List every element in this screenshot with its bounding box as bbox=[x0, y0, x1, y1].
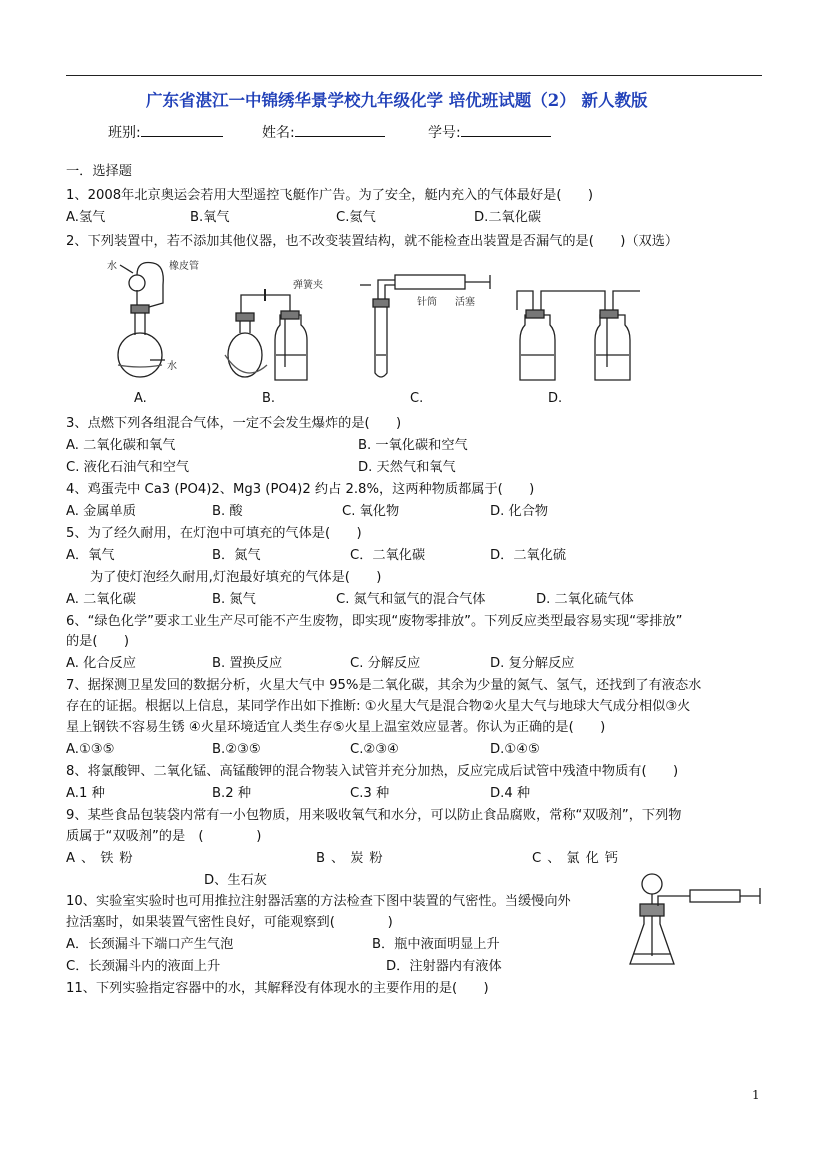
q2-option-d: D. bbox=[548, 391, 563, 406]
q6-option-b: B. 置换反应 bbox=[212, 656, 283, 671]
q6-option-d: D. 复分解反应 bbox=[490, 656, 575, 671]
q4-option-a: A. 金属单质 bbox=[66, 504, 136, 519]
q3-option-b: B. 一氧化碳和空气 bbox=[358, 438, 468, 453]
q9-line-2: 质属于“双吸剂”的是 ( ) bbox=[66, 829, 262, 844]
q8-option-b: B.2 种 bbox=[212, 786, 252, 801]
q9-option-c: C、氯化钙 bbox=[532, 851, 624, 866]
apparatus-figure bbox=[95, 255, 655, 390]
apparatus-b bbox=[225, 289, 307, 380]
q3-option-d: D. 天然气和氧气 bbox=[358, 460, 456, 475]
q6-stem-2: 的是( ) bbox=[66, 634, 130, 649]
q2-stem: 2、下列装置中，若不添加其他仪器，也不改变装置结构，就不能检查出装置是否漏气的是( )（双选） bbox=[66, 234, 679, 249]
q7-line-1: 7、据探测卫星发回的数据分析，火星大气中 95%是二氧化碳，其余为少量的氮气、氢气，还找到了有液态水 bbox=[66, 678, 702, 693]
page-title: 广东省湛江一中锦绣华景学校九年级化学 培优班试题（2） 新人教版 bbox=[146, 91, 648, 110]
q11-stem: 11、下列实验指定容器中的水，其解释没有体现水的主要作用的是( ) bbox=[66, 981, 489, 996]
q4-stem: 4、鸡蛋壳中 Ca3 (PO4)2、Mg3 (PO4)2 约占 2.8%，这两种物质都属于( ) bbox=[66, 482, 535, 497]
q7-line-2: 存在的证据。根据以上信息，某同学作出如下推断: ①火星大气是混合物②火星大气与地球大气成分相似③火 bbox=[66, 699, 691, 714]
q7-option-c: C.②③④ bbox=[350, 742, 399, 757]
number-field[interactable] bbox=[428, 122, 551, 142]
page-number: 1 bbox=[752, 1088, 760, 1102]
q8-option-c: C.3 种 bbox=[350, 786, 390, 801]
q1-option-a: A.氢气 bbox=[66, 210, 106, 225]
q8-stem: 8、将氯酸钾、二氧化锰、高锰酸钾的混合物装入试管并充分加热，反应完成后试管中残渣中物质有( ) bbox=[66, 764, 679, 779]
q7-option-d: D.①④⑤ bbox=[490, 742, 540, 757]
q10-option-a: A．长颈漏斗下端口产生气泡 bbox=[66, 937, 234, 952]
q5-stem-2: 为了使灯泡经久耐用,灯泡最好填充的气体是( ) bbox=[90, 570, 382, 585]
q5-option-c: C．二氧化碳 bbox=[350, 548, 426, 563]
q6-stem: 6、“绿色化学”要求工业生产尽可能不产生废物，即实现“废物零排放”。下列反应类型最容易实现“零排放” bbox=[66, 614, 683, 629]
q2-option-a: A. bbox=[134, 391, 147, 406]
class-field[interactable] bbox=[108, 122, 223, 142]
label-spring-clip: 弹簧夹 bbox=[293, 280, 323, 291]
q5-option-c2: C. 氮气和氩气的混合气体 bbox=[336, 592, 486, 607]
q4-option-b: B. 酸 bbox=[212, 504, 243, 519]
q6-option-a: A. 化合反应 bbox=[66, 656, 136, 671]
q10-line-2: 拉活塞时，如果装置气密性良好，可能观察到( ) bbox=[66, 915, 393, 930]
q3-option-a: A. 二氧化碳和氧气 bbox=[66, 438, 176, 453]
q5-option-d: D．二氧化硫 bbox=[490, 548, 567, 563]
apparatus-d bbox=[517, 291, 640, 380]
q9-option-b: B、炭粉 bbox=[316, 851, 389, 866]
q7-option-a: A.①③⑤ bbox=[66, 742, 115, 757]
section-heading: 一．选择题 bbox=[66, 164, 132, 179]
q7-line-3: 星上钢铁不容易生锈 ④火星环境适宜人类生存⑤火星上温室效应显著。你认为正确的是( ) bbox=[66, 720, 606, 735]
header-rule bbox=[66, 75, 762, 76]
q9-line-1: 9、某些食品包装袋内常有一小包物质，用来吸收氧气和水分，可以防止食品腐败，常称“双吸剂”，下列物 bbox=[66, 808, 682, 823]
q10-apparatus-figure bbox=[620, 866, 770, 976]
q3-option-c: C. 液化石油气和空气 bbox=[66, 460, 190, 475]
q2-option-c: C. bbox=[410, 391, 424, 406]
label-water-2: 水 bbox=[167, 361, 177, 372]
q10-line-1: 10、实验室实验时也可用推拉注射器活塞的方法检查下图中装置的气密性。当缓慢向外 bbox=[66, 894, 571, 909]
number-blank[interactable] bbox=[461, 122, 551, 137]
class-blank[interactable] bbox=[141, 122, 223, 137]
class-label: 班别: bbox=[108, 125, 141, 141]
q6-option-c: C. 分解反应 bbox=[350, 656, 421, 671]
name-field[interactable] bbox=[262, 122, 385, 142]
q1-option-d: D.二氧化碳 bbox=[474, 210, 542, 225]
name-label: 姓名: bbox=[262, 125, 295, 141]
q7-option-b: B.②③⑤ bbox=[212, 742, 261, 757]
q10-option-d: D．注射器内有液体 bbox=[386, 959, 502, 974]
q4-option-c: C. 氧化物 bbox=[342, 504, 400, 519]
q1-option-b: B.氧气 bbox=[190, 210, 230, 225]
label-needle: 针筒 bbox=[417, 297, 437, 308]
q10-option-c: C．长颈漏斗内的液面上升 bbox=[66, 959, 221, 974]
q10-option-b: B．瓶中液面明显上升 bbox=[372, 937, 500, 952]
q2-option-b: B. bbox=[262, 391, 276, 406]
q8-option-d: D.4 种 bbox=[490, 786, 531, 801]
q9-option-d: D、生石灰 bbox=[204, 873, 267, 888]
q5-option-b: B．氮气 bbox=[212, 548, 261, 563]
apparatus-c bbox=[360, 275, 490, 377]
q1-stem: 1、2008年北京奥运会若用大型遥控飞艇作广告。为了安全，艇内充入的气体最好是( ) bbox=[66, 188, 593, 203]
q9-option-a: A、铁粉 bbox=[66, 851, 139, 866]
q4-option-d: D. 化合物 bbox=[490, 504, 549, 519]
q3-stem: 3、点燃下列各组混合气体，一定不会发生爆炸的是( ) bbox=[66, 416, 402, 431]
apparatus-a-flask bbox=[118, 263, 165, 378]
number-label: 学号: bbox=[428, 125, 461, 141]
q5-option-d2: D. 二氧化硫气体 bbox=[536, 592, 634, 607]
q1-option-c: C.氦气 bbox=[336, 210, 376, 225]
q5-stem: 5、为了经久耐用，在灯泡中可填充的气体是( ) bbox=[66, 526, 362, 541]
q5-option-a: A．氧气 bbox=[66, 548, 115, 563]
label-rubber-tube: 橡皮管 bbox=[169, 261, 199, 272]
q8-option-a: A.1 种 bbox=[66, 786, 105, 801]
q5-option-a2: A. 二氧化碳 bbox=[66, 592, 136, 607]
label-water: 水 bbox=[107, 261, 117, 272]
label-piston: 活塞 bbox=[455, 297, 475, 308]
name-blank[interactable] bbox=[295, 122, 385, 137]
q5-option-b2: B. 氮气 bbox=[212, 592, 256, 607]
